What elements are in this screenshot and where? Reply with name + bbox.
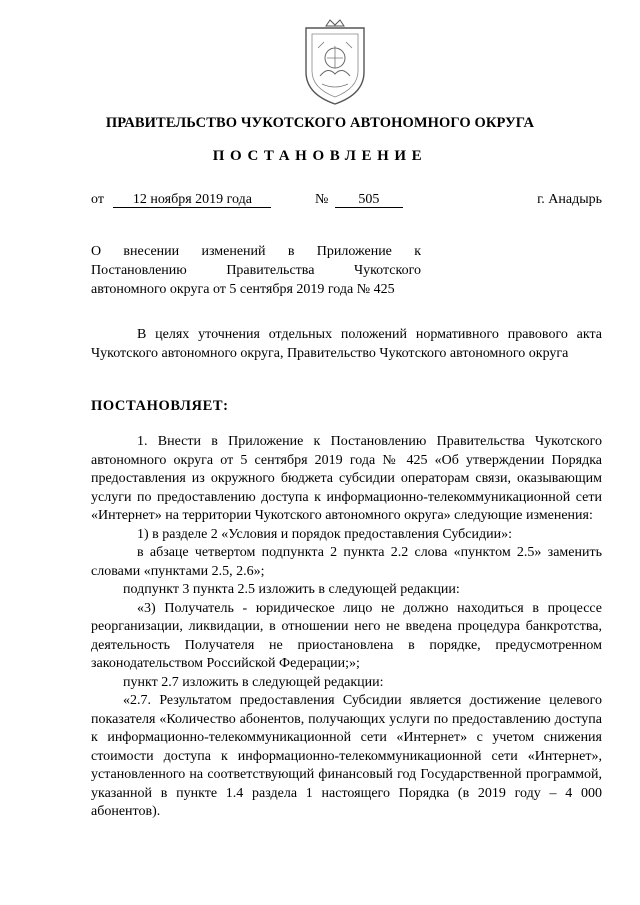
paragraph: в абзаце четвертом подпункта 2 пункта 2.2 слова «пунктом 2.5» заменить словами «пунктами 2.5, 2.6»; [91,545,602,579]
number-label: № [315,192,329,207]
paragraph: 1) в разделе 2 «Условия и порядок предоставления Субсидии»: [137,526,513,542]
preamble-text: В целях уточнения отдельных положений нормативного правового акта Чукотского автономного округа, Правительство Чукотского автономного округа [91,327,602,361]
resolution-body [91,433,602,822]
government-title: ПРАВИТЕЛЬСТВО ЧУКОТСКОГО АВТОНОМНОГО ОКРУГА [105,115,535,131]
paragraph: пункт 2.7 изложить в следующей редакции: [123,674,384,690]
paragraph: 1. Внести в Приложение к Постановлению Правительства Чукотского автономного округа от 5 сентября 2019 года № 425 «Об утверждении Порядка предоставления из окружного бюджета субсидии операторам связи, оказывающим услуги по предоставлению доступа к информационно-телекоммуникационной сети «Интернет» на территории Чукотского автономного округа» следующие изменения: [91,434,602,523]
document-number: 505 [358,192,380,207]
preamble-block [91,326,602,363]
paragraph: «2.7. Результатом предоставления Субсидии является достижение целевого показателя «Количество абонентов, получающих услуги по предоставлению доступа к информационно-телекоммуникационной сети «Интернет» с учетом снижения стоимости доступа к информационно-телекоммуникационной сети «Интернет», установленного на соответствующий финансовый год Государственной программой, указанной в пункте 1.4 раздела 1 настоящего Порядка (в 2019 году – 4 000 абонентов). [91,693,602,819]
document-subject: О внесении изменений в Приложение к Постановлению Правительства Чукотского автономного округа от 5 сентября 2019 года № 425 [91,244,421,297]
document-type-title: ПОСТАНОВЛЕНИЕ [212,148,428,164]
number-line [315,192,403,208]
resolves-heading: ПОСТАНОВЛЯЕТ: [91,398,229,414]
date-line [91,192,271,208]
city-label: г. Анадырь [537,192,602,207]
document-date: 12 ноября 2019 года [132,192,252,207]
from-label: от [91,192,104,207]
paragraph: «3) Получатель - юридическое лицо не должно находиться в процессе реорганизации, ликвидации, в отношении него не введена процедура банкротства, деятельность Получателя не приостановлена в порядке, предусмотренном законодательством Российской Федерации;»; [91,600,602,671]
paragraph: подпункт 3 пункта 2.5 изложить в следующей редакции: [123,582,460,597]
coat-of-arms-emblem [300,18,370,106]
